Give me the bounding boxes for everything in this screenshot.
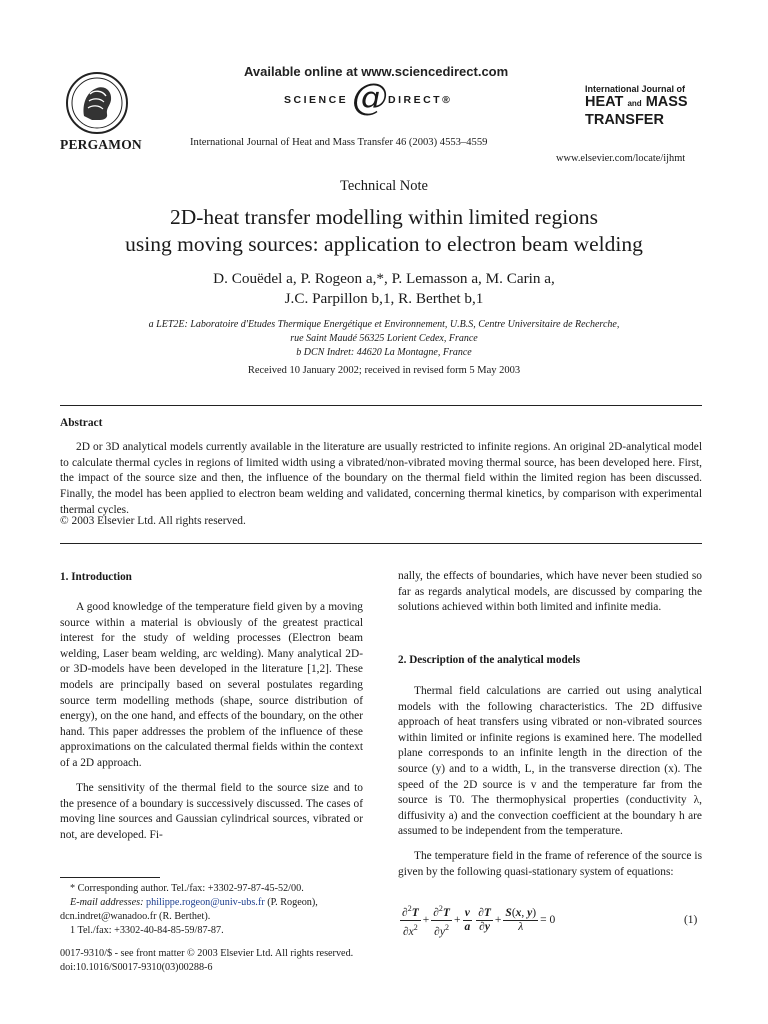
equation-1: $\frac{\partial^2T}{\partial x^2}$ + $\frac{\partial^2T}{\partial y^2}$ + $\frac{v}{a}$ $\frac{\partial T}{\partial y}$ + $\frac{S(x, y)}{\lambda}$ = 0 — [402, 903, 556, 938]
available-online-text: Available online at www.sciencedirect.com — [244, 64, 509, 79]
article-title-line2: using moving sources: application to electron beam welding — [125, 232, 643, 256]
intro-paragraph-2: The sensitivity of the thermal field to the source size and to the presence of a boundary is successively discussed. The cases of moving line sources and Gaussian cylindrical sources, vibrated or not, are developed. Fi- — [60, 782, 363, 841]
affiliation-a-line1: a LET2E: Laboratoire d'Etudes Thermique Energétique et Environnement, U.B.S, Centre Universitaire de Recherche, — [148, 319, 620, 330]
sd-direct-word: DIRECT® — [388, 94, 453, 106]
email-link-rogeon[interactable]: philippe.rogeon@univ-ubs.fr — [146, 897, 265, 908]
eq-term-dt-dy: $\frac{\partial T}{\partial y}$ — [478, 906, 491, 933]
equation-number: (1) — [684, 914, 698, 926]
eq-term-source: $\frac{S(x, y)}{\lambda}$ — [505, 906, 537, 933]
abstract-copyright: © 2003 Elsevier Ltd. All rights reserved. — [60, 515, 246, 527]
eq-term-d2t-dy2: $\frac{\partial^2T}{\partial y^2}$ — [433, 903, 450, 938]
rule-top — [60, 405, 702, 406]
sd-science-word: SCIENCE — [284, 94, 349, 106]
journal-logo-mass: MASS — [645, 94, 688, 110]
journal-logo-and: and — [627, 99, 642, 108]
models-paragraph-2: The temperature field in the frame of reference of the source is given by the following quasi-stationary system of equations: — [398, 850, 702, 878]
journal-logo-heat: HEAT — [585, 94, 624, 110]
publisher-name: PERGAMON — [60, 137, 142, 152]
models-paragraph-1: Thermal field calculations are carried out using analytical models with the following characteristics. The 2D diffusive approach of heat transfers using vibrated or non-vibrated sources within limited or infinite regions is examined here. The modelled plane corresponds to an infinite length in the direction of the source (y) and to a width, L, in the transverse direction (x). The speed of the 2D source is v and the temperature far from the source is T0. The thermophysical properties (conductivity λ, diffusivity a) and the convection coefficient at the boundary h are assumed to be independent from the temperature. — [398, 685, 702, 838]
abstract-heading: Abstract — [60, 417, 103, 429]
eq-term-v-over-a: $\frac{v}{a}$ — [464, 906, 471, 933]
journal-logo-line2 — [585, 94, 710, 112]
sd-at-icon: @ — [352, 77, 388, 118]
journal-url[interactable]: www.elsevier.com/locate/ijhmt — [556, 153, 686, 164]
footnote-corresponding: * Corresponding author. Tel./fax: +3302-97-87-45-52/00. — [70, 883, 304, 894]
science-direct-logo — [284, 77, 464, 120]
eq-term-d2t-dx2: $\frac{\partial^2T}{\partial x^2}$ — [402, 903, 419, 938]
rule-bottom — [60, 543, 702, 544]
article-type: Technical Note — [340, 178, 428, 194]
authors-line2: J.C. Parpillon b,1, R. Berthet b,1 — [284, 290, 484, 307]
footer-front-matter: 0017-9310/$ - see front matter © 2003 Elsevier Ltd. All rights reserved. — [60, 948, 354, 959]
affiliation-b: b DCN Indret: 44620 La Montagne, France — [296, 347, 472, 358]
section-1-heading: 1. Introduction — [60, 571, 132, 583]
intro-paragraph-1: A good knowledge of the temperature field given by a moving source within a material is obviously of the greatest practical interest for the study of welding processes (Electron beam welding, Laser beam welding, arc welding). Many analytical 2D- or 3D-models have been developed in the literature [1,2]. These models are principally based on several postulates regarding source term modelling methods (shape, source distribution of energy), on the one hand, and effects of the boundary, on the other hand. This paper addresses the problem of the influence of these approximations on the calculated thermal fields within the context of a 2D approach. — [60, 601, 363, 769]
elsevier-emblem-icon — [62, 70, 132, 136]
email-label: E-mail addresses: — [70, 897, 144, 908]
affiliation-a-line2: rue Saint Maudé 56325 Lorient Cedex, France — [290, 333, 478, 344]
section-2-heading: 2. Description of the analytical models — [398, 654, 581, 666]
journal-citation: International Journal of Heat and Mass Transfer 46 (2003) 4553–4559 — [190, 137, 488, 148]
journal-logo — [585, 84, 710, 128]
journal-logo-line3: TRANSFER — [585, 112, 664, 128]
journal-logo-line1: International Journal of — [585, 84, 686, 94]
article-title-line1: 2D-heat transfer modelling within limited regions — [169, 205, 599, 229]
footer-doi[interactable]: doi:10.1016/S0017-9310(03)00288-6 — [60, 962, 213, 973]
received-dates: Received 10 January 2002; received in revised form 5 May 2003 — [247, 365, 521, 376]
footnote-rule — [60, 877, 160, 878]
email-suffix: (P. Rogeon), — [267, 897, 318, 908]
right-paragraph-continued: nally, the effects of boundaries, which have never been studied so far as regards analytical models, are discussed by comparing the solutions achieved within both limited and infinite media. — [398, 570, 702, 614]
abstract-text: 2D or 3D analytical models currently available in the literature are usually restricted to infinite regions. An original 2D-analytical model to calculate thermal cycles in regions of limited width using a vibrated/non-vibrated moving thermal source, has been developed here. First, the impact of the source size and then, the influence of the boundary on the thermal field within the limited region has been discussed. Finally, the model has been applied to electron beam welding and validated, concerning thermal kinetics, by comparison with experimental thermal cycles. — [60, 441, 702, 516]
authors-line1: D. Couëdel a, P. Rogeon a,*, P. Lemasson a, M. Carin a, — [213, 270, 555, 287]
footnote-email-berthet: dcn.indret@wanadoo.fr (R. Berthet). — [60, 911, 211, 922]
footnote-emails — [70, 897, 370, 908]
footnote-tel: 1 Tel./fax: +3302-40-84-85-59/87-87. — [70, 925, 224, 936]
